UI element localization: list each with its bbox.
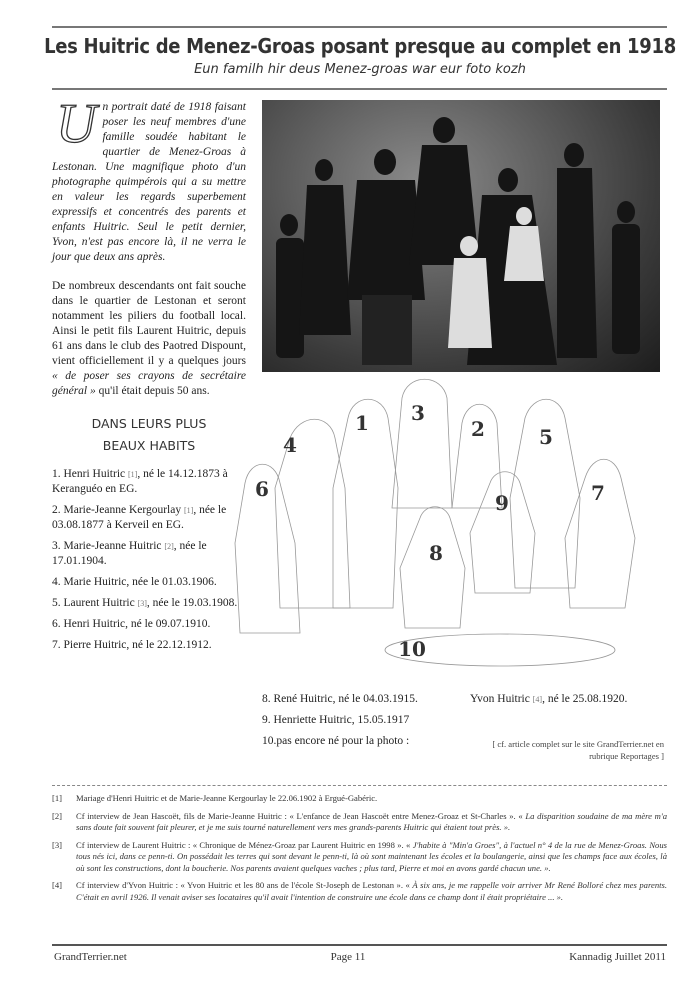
footnote-text <box>76 811 667 834</box>
footnote-number: [1] <box>52 793 63 803</box>
footnote-body: Cf interview de Laurent Huitric : « Chronique de Ménez-Groaz par Laurent Huitric en 1998 ». « <box>76 839 413 850</box>
sketch-number: 2 <box>471 417 485 441</box>
sketch-number: 9 <box>495 491 509 515</box>
identification-sketch <box>230 378 670 668</box>
sketch-number: 1 <box>355 411 369 435</box>
list-item <box>52 467 246 497</box>
footnote-body: Mariage d'Henri Huitric et de Marie-Jeanne Kergourlay le 22.06.1902 à Ergué-Gabéric. <box>76 793 378 803</box>
list-item-text: 10.pas encore né pour la photo : <box>262 735 410 747</box>
list-item-text: 2. Marie-Jeanne Kergourlay <box>52 504 182 516</box>
family-photo <box>262 100 660 372</box>
list-item-text: 6. Henri Huitric, né le 09.07.1910. <box>52 618 211 630</box>
footnotes <box>52 793 667 909</box>
footnote-body: Cf interview d'Yvon Huitric : « Yvon Huitric et les 80 ans de l'école St-Joseph de Lestonan ». « <box>76 880 413 890</box>
intro-paragraph-1: n portrait daté de 1918 faisant poser les neuf membres d'une famille soudée habitant le quartier de Menez-Groas à Lestonan. Une magnifique photo d'un photographe quimpérois qui a su mettre en valeur les regards superbement expressifs et concentrés des parents et enfants Huitric. Seul le petit dernier, Yvon, n'est pas encore là, il ne verra le jour que deux ans après. <box>52 101 246 263</box>
list-item <box>52 575 246 590</box>
sketch-number: 5 <box>539 425 553 449</box>
sketch-number: 7 <box>591 481 605 505</box>
footnote-number: [3] <box>52 839 63 850</box>
footnote-text <box>76 840 667 875</box>
footnote <box>52 793 667 805</box>
intro-paragraph-2: De nombreux descendants ont fait souche dans le quartier de Lestonan et seront notamment les piliers du football local. Ainsi le petit fils Laurent Huitric, depuis 61 ans dans le club des Paotred Dispount, vient officiellement il y a quelques jours <box>52 280 246 367</box>
list-item-text: 7. Pierre Huitric, né le 22.12.1912. <box>52 639 212 651</box>
list-item <box>52 539 246 569</box>
page-number: Page 11 <box>330 951 366 963</box>
list-item-text: 4. Marie Huitric, née le 01.03.1906. <box>52 576 217 588</box>
family-list-right <box>470 692 660 713</box>
section-heading-line: DANS LEURS PLUS <box>91 416 207 431</box>
family-list-left <box>52 467 246 653</box>
footnote-quote: J'habite à "Min'a Groes", à l'actuel n° 4 de la rue de Menez-Groas. Nous tous nés ici, dans ce penn-ti. On possédait les terres qui sont devant le penn-ti, là où sont maintenant les écoles et la boulangerie, ainsi que les champs face aux écoles, là où sont les constructions, dont la boucherie. Nos parents avaient quelques vaches ; plus tard, Pierre et moi en avons gardé chacun une. ». <box>76 839 667 873</box>
list-item <box>262 692 462 707</box>
footer-site: GrandTerrier.net <box>54 951 127 963</box>
footnote-ref[interactable]: [3] <box>137 599 147 608</box>
footnote-divider <box>52 785 667 786</box>
footnote-number: [2] <box>52 810 63 821</box>
footnote-number: [4] <box>52 880 63 890</box>
sketch-number: 10 <box>398 637 426 661</box>
footnote-ref[interactable]: [1] <box>128 470 138 479</box>
family-list-middle <box>262 692 462 755</box>
list-item-text: 3. Marie-Jeanne Huitric <box>52 540 162 552</box>
top-rule <box>52 26 667 28</box>
list-item-text: , né le 25.08.1920. <box>542 693 628 705</box>
left-column <box>52 93 246 659</box>
list-item <box>52 596 246 611</box>
footnote-ref[interactable]: [4] <box>532 695 543 704</box>
footer-issue: Kannadig Juillet 2011 <box>569 951 666 963</box>
sketch-number: 3 <box>411 401 425 425</box>
page-title: Les Huitric de Menez-Groas posant presque au complet en 1918 <box>44 34 676 58</box>
source-note: [ cf. article complet sur le site GrandTerrier.net en rubrique Reportages ] <box>492 739 664 761</box>
list-item-text: , né le 14.12.1873 à Keranguéo en EG. <box>52 468 228 495</box>
header-rule <box>52 88 667 90</box>
list-item-text: 5. Laurent Huitric <box>52 597 135 609</box>
footnote-text <box>76 793 377 805</box>
list-item-text: , née le 17.01.1904. <box>52 540 207 567</box>
list-item-text: Yvon Huitric <box>470 693 530 705</box>
footnote-ref[interactable]: [2] <box>164 542 174 551</box>
page-footer <box>54 951 666 963</box>
list-item <box>262 734 462 749</box>
list-item-text: , née le 19.03.1908. <box>146 597 238 609</box>
sketch-number: 4 <box>283 433 297 457</box>
list-item <box>52 617 246 632</box>
intro-paragraph-2-end: qu'il était depuis 50 ans. <box>98 385 210 397</box>
footnote <box>52 840 667 875</box>
footnote-quote: À six ans, je me rappelle voir arriver Mr René Bolloré chez mes parents. C'était en avril 1926. Il venait aviser ses locataires qu'il avait l'intention de construire une école dans ce champ dont il était propriétaire ... ». <box>76 880 667 902</box>
sketch-number: 8 <box>429 541 443 565</box>
section-heading-line: BEAUX HABITS <box>102 438 196 453</box>
list-item-text: 8. René Huitric, né le 04.03.1915. <box>262 693 418 705</box>
list-item <box>262 713 462 728</box>
list-item <box>470 692 660 707</box>
list-item-text: 1. Henri Huitric <box>52 468 126 480</box>
footnote-text <box>76 880 667 903</box>
footnote-body: Cf interview de Jean Hascoët, fils de Marie-Jeanne Huitric : « L'enfance de Jean Hascoët entre Menez-Groaz et St-Charles ». « <box>76 810 526 821</box>
list-item <box>52 638 246 653</box>
footnote-quote: La disparition soudaine de ma mère m'a sans doute fait souvent fait pleurer, et je me suis tourné naturellement vers mes grands-parents Huitric qui étaient tout près. ». <box>76 810 667 832</box>
footnote <box>52 880 667 903</box>
drop-cap: U <box>56 93 97 155</box>
family-photo-figures <box>262 100 660 372</box>
intro-text <box>52 93 246 399</box>
footnote <box>52 811 667 834</box>
intro-quote: « de poser ses crayons de secrétaire général » <box>52 370 246 397</box>
section-heading <box>52 413 246 457</box>
footnote-ref[interactable]: [1] <box>184 506 194 515</box>
page-subtitle: Eun familh hir deus Menez-groas war eur foto kozh <box>194 62 526 77</box>
footer-rule <box>52 944 667 946</box>
list-item-text: 9. Henriette Huitric, 15.05.1917 <box>262 714 410 726</box>
sketch-number: 6 <box>255 477 269 501</box>
list-item <box>52 503 246 533</box>
list-item-text: , née le 03.08.1877 à Kerveil en EG. <box>52 504 227 531</box>
